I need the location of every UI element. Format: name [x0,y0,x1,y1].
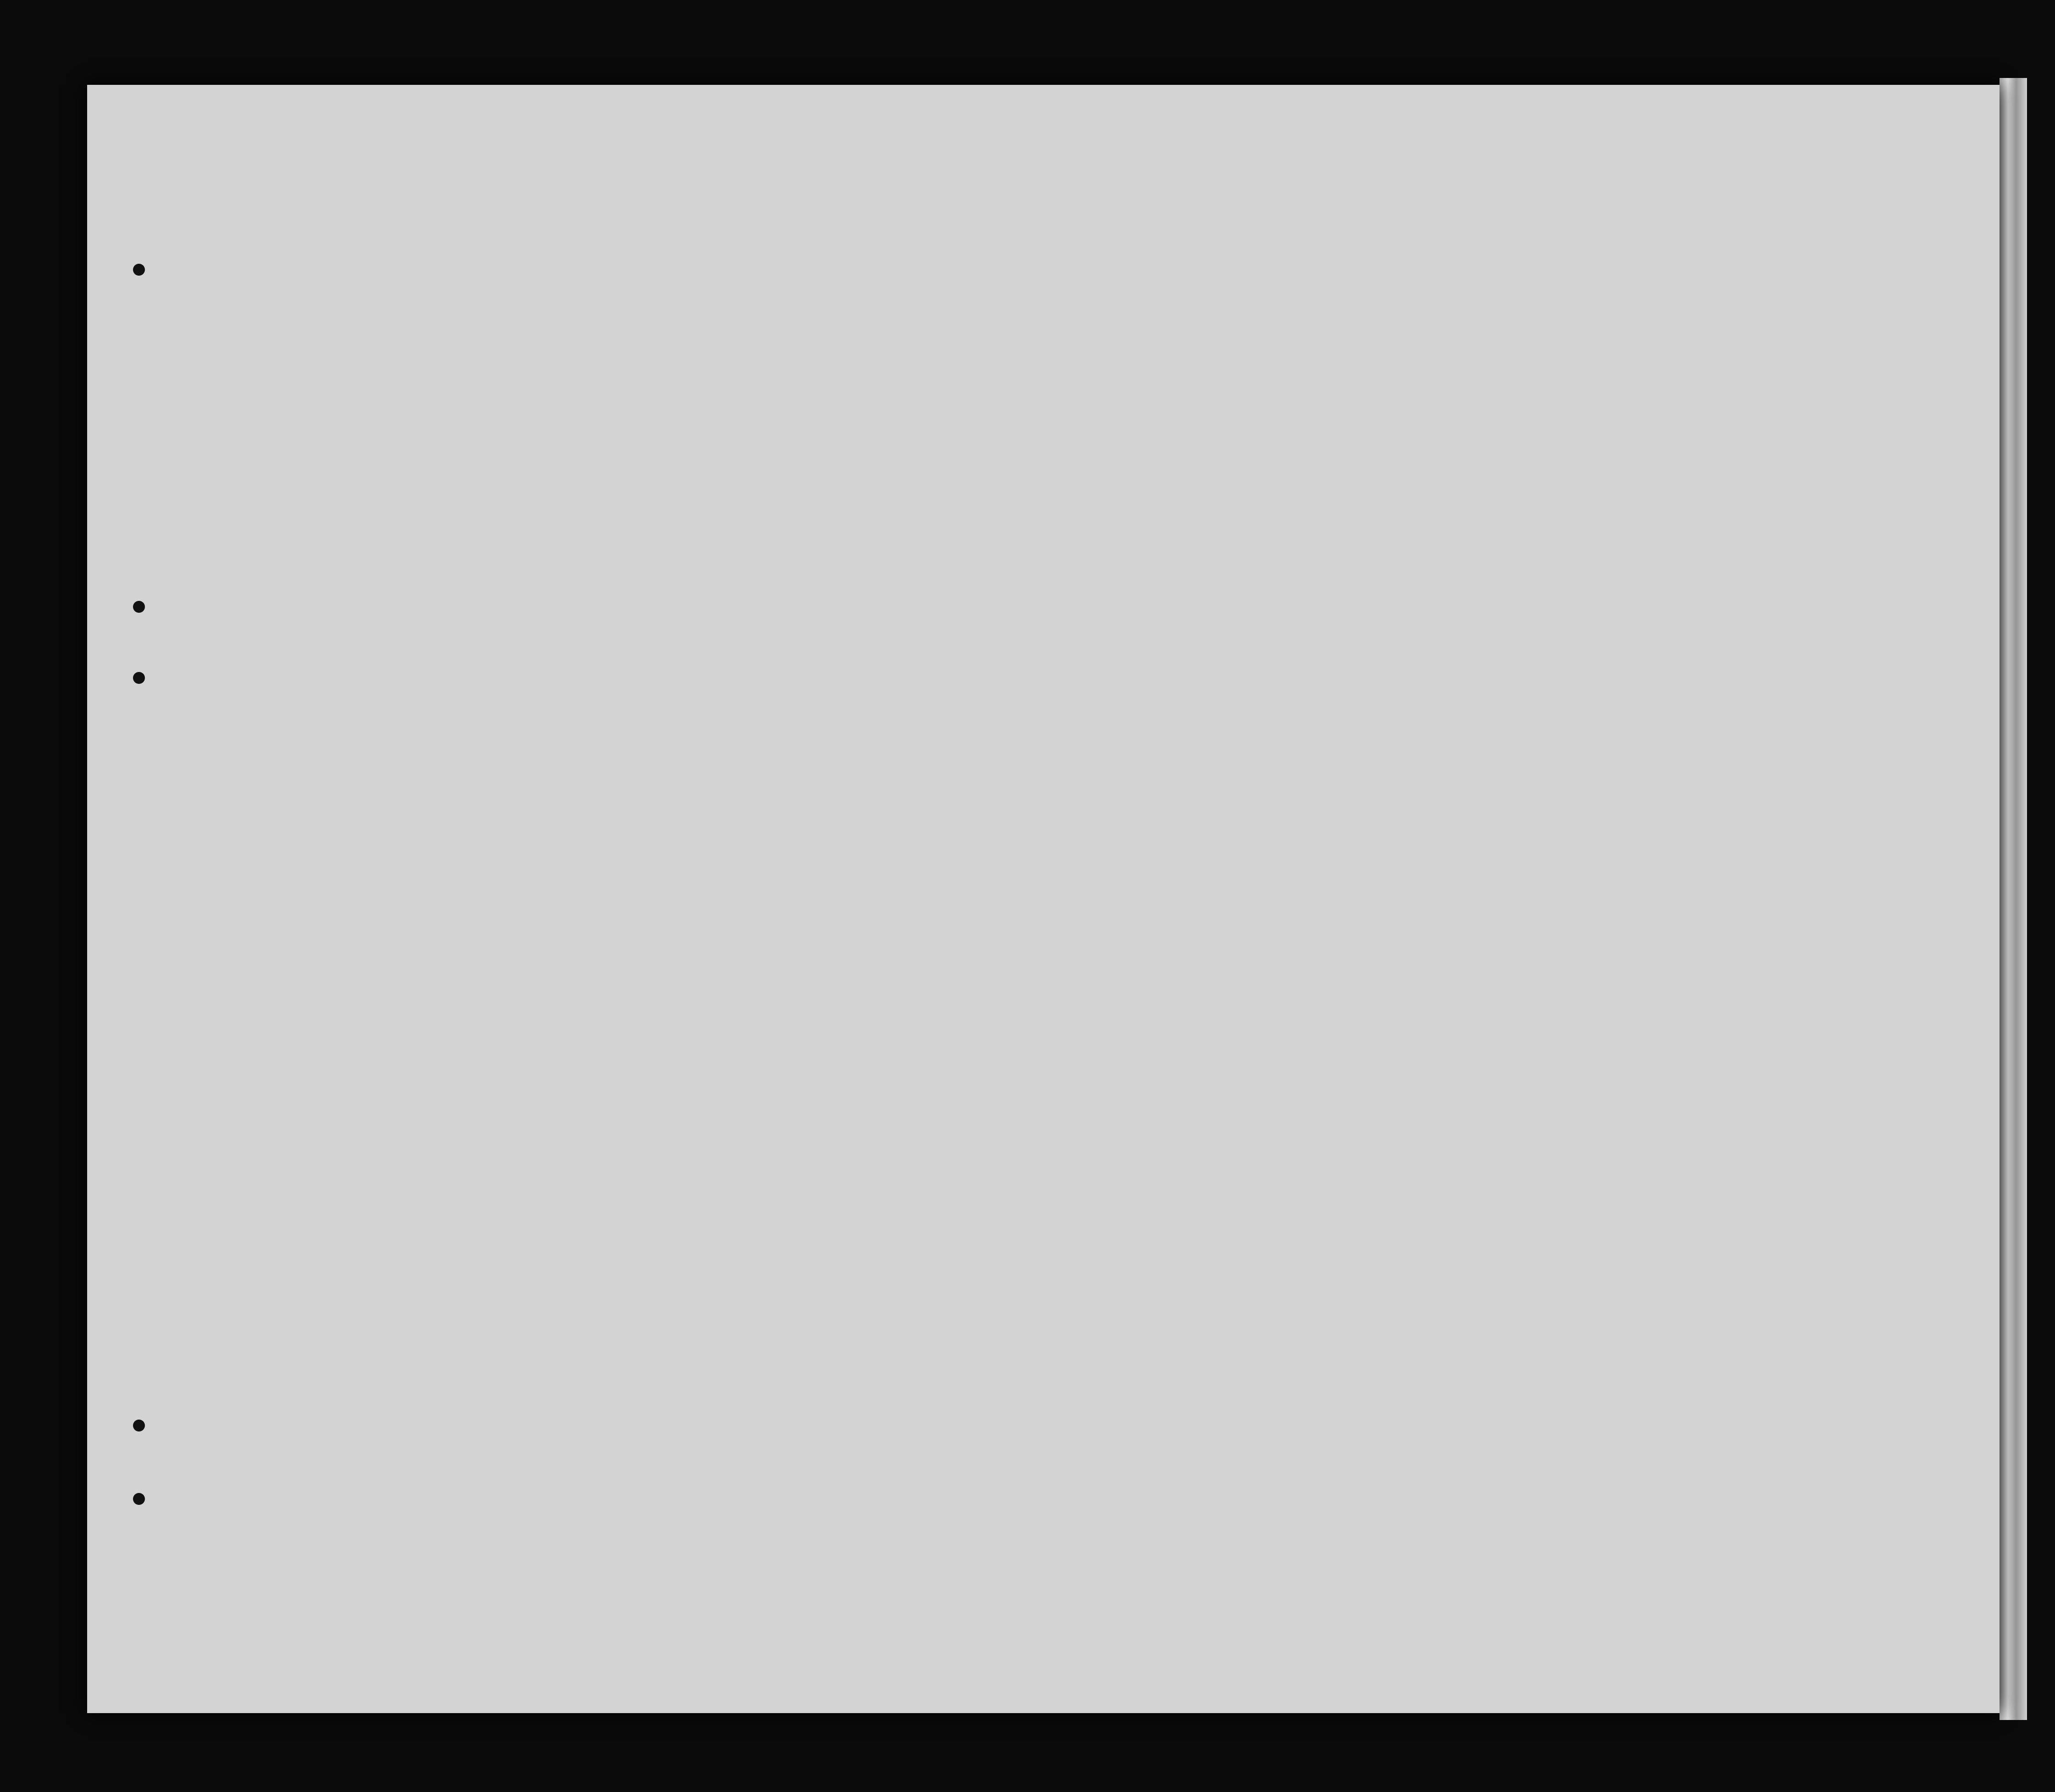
punch-hole [133,1420,145,1431]
punch-hole [133,672,145,684]
punch-hole [133,601,145,613]
punch-hole [133,1493,145,1505]
page-edge [2000,78,2027,1720]
manifest-sheet [87,85,2000,1713]
ruled-grid [87,85,2000,1713]
punch-hole [133,264,145,276]
